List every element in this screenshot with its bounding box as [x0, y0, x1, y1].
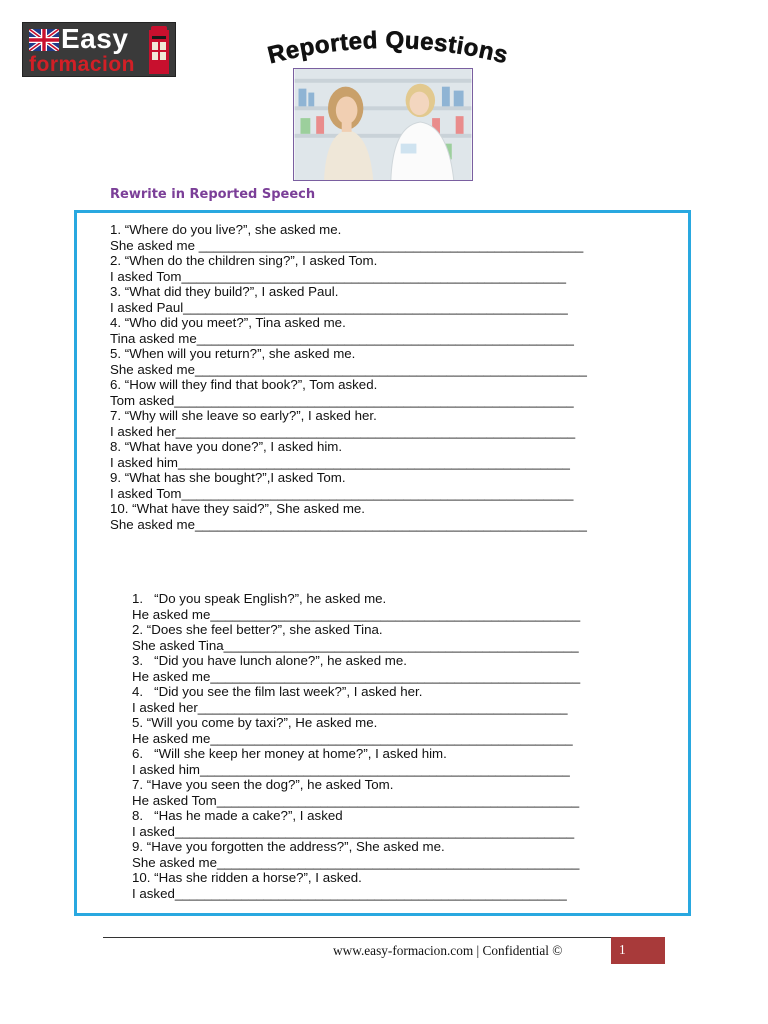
question-text: 4. “Who did you meet?”, Tina asked me. — [110, 315, 346, 330]
answer-line: She asked Tina________________________________________________ — [132, 637, 579, 653]
question-text: 10. “What have they said?”, She asked me. — [110, 501, 365, 516]
answer-line: She asked me ____________________________________________________ — [110, 237, 584, 253]
answer-line: Tina asked me___________________________________________________ — [110, 330, 574, 346]
answer-line: I asked her__________________________________________________ — [132, 699, 568, 715]
answer-line: He asked me__________________________________________________ — [132, 668, 581, 684]
svg-text:Reported Questions — [265, 27, 511, 69]
question-text: 5. “Will you come by taxi?”, He asked me. — [132, 715, 378, 730]
question-text: 1. “Do you speak English?”, he asked me. — [132, 591, 387, 606]
logo-word-formacion: formacion — [29, 53, 136, 76]
question-text: 3. “Did you have lunch alone?”, he asked me. — [132, 653, 407, 668]
question-text: 5. “When will you return?”, she asked me. — [110, 346, 356, 361]
question-text: 7. “Why will she leave so early?”, I asked her. — [110, 408, 377, 423]
answer-line: I asked Tom_____________________________________________________ — [110, 485, 574, 501]
answer-line: He asked me_________________________________________________ — [132, 730, 573, 746]
answer-line: Tom asked______________________________________________________ — [110, 392, 574, 408]
question-text: 9. “What has she bought?”,I asked Tom. — [110, 470, 346, 485]
question-text: 4. “Did you see the film last week?”, I asked her. — [132, 684, 423, 699]
question-text: 1. “Where do you live?”, she asked me. — [110, 222, 342, 237]
question-text: 10. “Has she ridden a horse?”, I asked. — [132, 870, 362, 885]
page-number: 1 — [611, 937, 665, 964]
answer-line: I asked him__________________________________________________ — [132, 761, 570, 777]
answer-line: I asked Paul____________________________________________________ — [110, 299, 568, 315]
answer-line: She asked me_____________________________________________________ — [110, 361, 587, 377]
answer-line: She asked me_________________________________________________ — [132, 854, 580, 870]
question-text: 6. “Will she keep her money at home?”, I asked him. — [132, 746, 447, 761]
question-text: 3. “What did they build?”, I asked Paul. — [110, 284, 339, 299]
answer-line: I asked him_____________________________________________________ — [110, 454, 570, 470]
answer-line: He asked Tom_________________________________________________ — [132, 792, 580, 808]
phone-booth-icon — [147, 26, 171, 74]
instruction-heading: Rewrite in Reported Speech — [110, 187, 316, 202]
answer-line: I asked______________________________________________________ — [132, 823, 575, 839]
answer-line: She asked me_____________________________________________________ — [110, 516, 587, 532]
question-text: 6. “How will they find that book?”, Tom asked. — [110, 377, 378, 392]
question-text: 7. “Have you seen the dog?”, he asked Tom. — [132, 777, 394, 792]
answer-line: He asked me__________________________________________________ — [132, 606, 581, 622]
answer-line: I asked_____________________________________________________ — [132, 885, 567, 901]
answer-line: I asked Tom____________________________________________________ — [110, 268, 566, 284]
question-text: 9. “Have you forgotten the address?”, She asked me. — [132, 839, 445, 854]
logo-word-easy: Easy — [61, 23, 129, 54]
answer-line: I asked her______________________________________________________ — [110, 423, 576, 439]
pharmacy-photo — [293, 68, 473, 181]
uk-flag-icon — [29, 29, 59, 51]
question-text: 2. “Does she feel better?”, she asked Tina. — [132, 622, 383, 637]
question-text: 2. “When do the children sing?”, I asked Tom. — [110, 253, 378, 268]
exercise-list-2 — [132, 591, 580, 901]
question-text: 8. “Has he made a cake?”, I asked — [132, 808, 343, 823]
easy-formacion-logo — [22, 22, 176, 77]
question-text: 8. “What have you done?”, I asked him. — [110, 439, 343, 454]
footer-divider — [103, 937, 611, 938]
exercise-list-1 — [110, 222, 587, 532]
page-title-text: Reported Questions — [265, 26, 511, 70]
footer-text: www.easy-formacion.com | Confidential © — [333, 943, 563, 958]
